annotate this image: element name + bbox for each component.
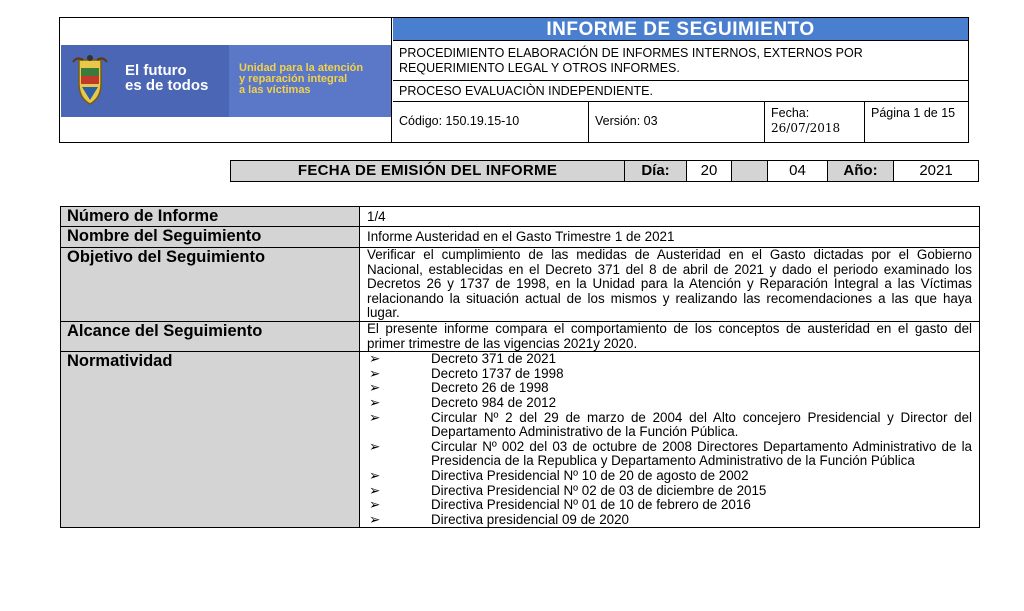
list-item: ➢ Directiva Presidencial Nº 02 de 03 de diciembre de 2015 xyxy=(369,482,767,498)
logo-cell xyxy=(60,18,392,142)
numero-label: Número de Informe xyxy=(61,207,360,227)
logo-entity-name: Unidad para la atención y reparación integral a las víctimas xyxy=(239,62,364,96)
table-row xyxy=(61,207,980,227)
arrow-bullet-icon: ➢ xyxy=(369,380,381,396)
list-item: ➢ Decreto 371 de 2021 xyxy=(369,351,557,367)
list-item: ➢ Decreto 1737 de 1998 xyxy=(369,365,564,381)
report-info-table xyxy=(60,206,980,528)
list-item: ➢ Directiva Presidencial Nº 10 de 20 de agosto de 2002 xyxy=(369,467,749,483)
document-date: Fecha: 26/07/2018 xyxy=(765,102,865,142)
list-item: ➢ Directiva Presidencial Nº 01 de 10 de febrero de 2016 xyxy=(369,497,751,513)
table-row xyxy=(61,248,980,322)
arrow-bullet-icon: ➢ xyxy=(369,497,381,513)
alcance-value: El presente informe compara el comportamiento de los conceptos de austeridad en el gasto del primer trimestre de las vigencias 2021y 2020. xyxy=(360,321,980,351)
table-row xyxy=(61,321,980,351)
arrow-bullet-icon: ➢ xyxy=(369,482,381,498)
list-item: ➢ Directiva presidencial 09 de 2020 xyxy=(369,511,630,527)
document-meta xyxy=(393,102,968,142)
table-row xyxy=(61,227,980,248)
nombre-value: Informe Austeridad en el Gasto Trimestre 1 de 2021 xyxy=(360,227,980,248)
month-label-cell xyxy=(732,161,768,181)
procedure-name: PROCEDIMIENTO ELABORACIÓN DE INFORMES INTERNOS, EXTERNOS POR REQUERIMIENTO LEGAL Y OTROS INFORMES. xyxy=(393,41,968,81)
arrow-bullet-icon: ➢ xyxy=(369,511,381,527)
arrow-bullet-icon: ➢ xyxy=(369,351,381,367)
logo-slogan: El futuro es de todos xyxy=(125,62,209,94)
numero-value: 1/4 xyxy=(360,207,980,227)
list-item: ➢ Decreto 26 de 1998 xyxy=(369,380,549,396)
coat-of-arms-icon xyxy=(71,54,109,108)
page-number: Página 1 de 15 xyxy=(871,106,956,120)
document-header xyxy=(59,17,969,143)
arrow-bullet-icon: ➢ xyxy=(369,365,381,381)
report-title: INFORME DE SEGUIMIENTO xyxy=(393,18,968,41)
objetivo-value: Verificar el cumplimiento de las medidas de Austeridad en el Gasto dictadas por el Gobierno Nacional, establecidas en el Decreto 371 del 8 de abril de 2021 y dado el periodo examinado los Decretos 26 y 1737 de 1998, en la Unidad para la Atención y Reparación Integral a las Víctimas relacionando la situación actual de los mismos y realizando las recomendaciones a las que haya lugar. xyxy=(360,248,980,322)
table-row xyxy=(61,352,980,528)
document-code: Código: 150.19.15-10 xyxy=(393,102,589,142)
arrow-bullet-icon: ➢ xyxy=(369,467,381,483)
list-item: ➢ Decreto 984 de 2012 xyxy=(369,394,557,410)
alcance-label: Alcance del Seguimiento xyxy=(61,321,360,351)
year-value: 2021 xyxy=(919,162,953,179)
normatividad-value xyxy=(360,352,980,528)
year-label: Año: xyxy=(828,161,894,181)
day-label: Día: xyxy=(625,161,687,181)
logo-banner xyxy=(61,45,391,117)
arrow-bullet-icon: ➢ xyxy=(369,394,381,410)
month-value: 04 xyxy=(768,161,828,181)
document-version: Versión: 03 xyxy=(589,102,765,142)
normatividad-list xyxy=(367,352,972,527)
list-item: ➢ Circular Nº 002 del 03 de octubre de 2008 Directores Departamento Administrativo de la Presidencia de la Republica y Departamento Administrativo de la Función Pública xyxy=(369,438,972,469)
objetivo-label: Objetivo del Seguimiento xyxy=(61,248,360,322)
emission-date-row xyxy=(230,160,979,182)
day-value: 20 xyxy=(687,161,732,181)
nombre-label: Nombre del Seguimiento xyxy=(61,227,360,248)
process-name: PROCESO EVALUACIÒN INDEPENDIENTE. xyxy=(393,81,968,102)
emission-label: FECHA DE EMISIÓN DEL INFORME xyxy=(231,161,625,181)
arrow-bullet-icon: ➢ xyxy=(369,438,381,454)
list-item: ➢ Circular Nº 2 del 29 de marzo de 2004 del Alto concejero Presidencial y Director del Departamento Administrativo de la Función Pública. xyxy=(369,409,972,440)
normatividad-label: Normatividad xyxy=(61,352,360,528)
arrow-bullet-icon: ➢ xyxy=(369,409,381,425)
